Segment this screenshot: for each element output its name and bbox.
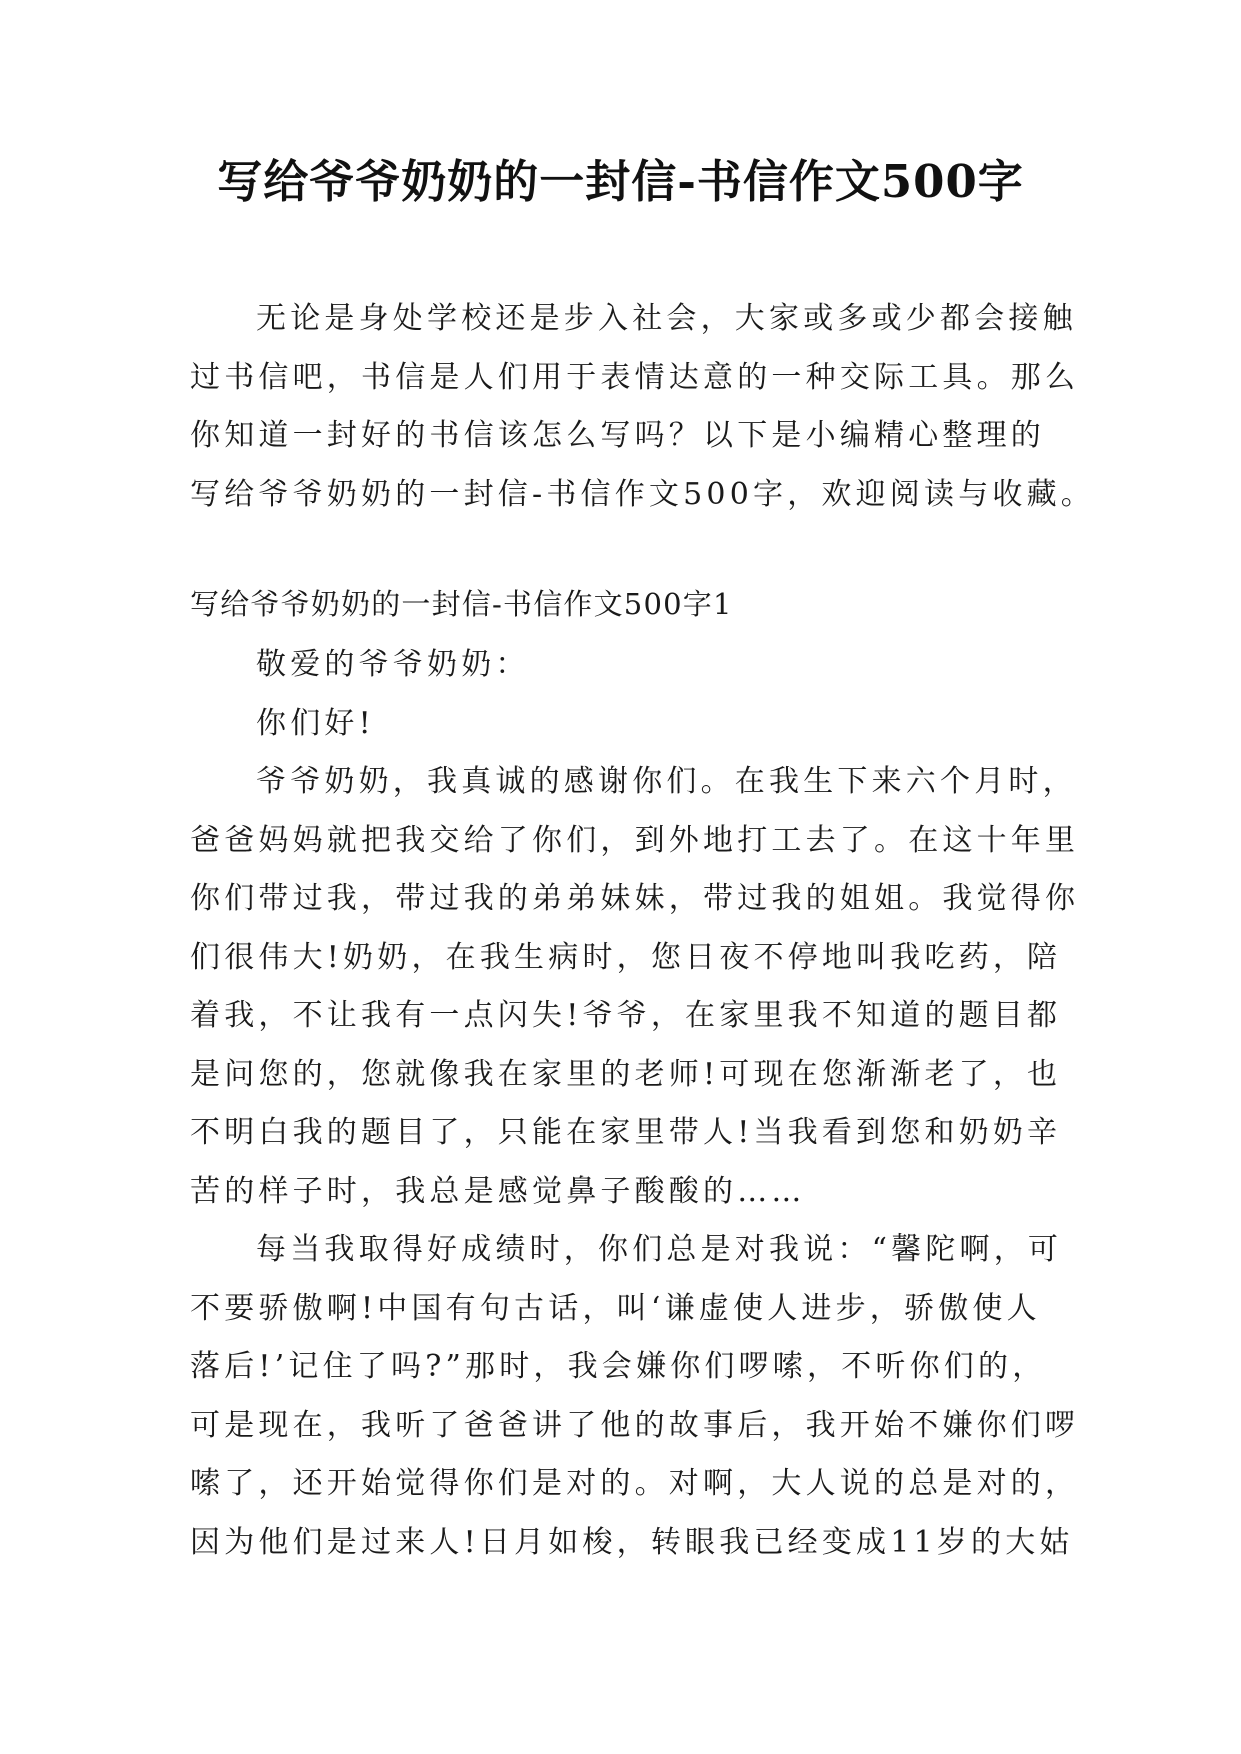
intro-line: 写给爷爷奶奶的一封信-书信作文500字，欢迎阅读与收藏。 <box>190 476 1095 512</box>
letter-body <box>190 636 1080 1572</box>
intro-paragraph <box>190 290 1095 524</box>
letter-salutation: 你们好! <box>256 705 375 741</box>
letter-line: 苦的样子时，我总是感觉鼻子酸酸的…… <box>190 1173 806 1209</box>
letter-line: 们很伟大!奶奶，在我生病时，您日夜不停地叫我吃药，陪 <box>190 939 1062 975</box>
letter-line: 是问您的，您就像我在家里的老师!可现在您渐渐老了，也 <box>190 1056 1062 1092</box>
letter-line: 不明白我的题目了，只能在家里带人!当我看到您和奶奶辛 <box>190 1115 1062 1150</box>
letter-line: 你们带过我，带过我的弟弟妹妹，带过我的姐姐。我觉得你 <box>190 881 1080 916</box>
intro-line: 过书信吧，书信是人们用于表情达意的一种交际工具。那么 <box>190 359 1080 395</box>
section-heading: 写给爷爷奶奶的一封信-书信作文500字1 <box>190 587 733 621</box>
letter-line: 可是现在，我听了爸爸讲了他的故事后，我开始不嫌你们啰 <box>190 1407 1080 1443</box>
letter-line: 爸爸妈妈就把我交给了你们，到外地打工去了。在这十年里 <box>190 822 1080 858</box>
letter-line: 爷爷奶奶，我真诚的感谢你们。在我生下来六个月时， <box>256 764 1077 799</box>
letter-line: 嗦了，还开始觉得你们是对的。对啊，大人说的总是对的， <box>190 1466 1080 1501</box>
letter-line: 因为他们是过来人!日月如梭，转眼我已经变成11岁的大姑 <box>190 1524 1074 1560</box>
letter-line: 着我，不让我有一点闪失!爷爷，在家里我不知道的题目都 <box>190 998 1062 1033</box>
letter-line: 落后!’记住了吗?”那时，我会嫌你们啰嗦，不听你们的， <box>190 1349 1047 1384</box>
letter-line: 不要骄傲啊!中国有句古话，叫‘谦虚使人进步，骄傲使人 <box>190 1290 1041 1326</box>
intro-line: 无论是身处学校还是步入社会，大家或多或少都会接触 <box>256 301 1077 336</box>
document-title: 写给爷爷奶奶的一封信-书信作文500字 <box>217 155 1024 208</box>
letter-line: 每当我取得好成绩时，你们总是对我说：“馨陀啊，可 <box>256 1232 1063 1267</box>
intro-line: 你知道一封好的书信该怎么写吗？以下是小编精心整理的 <box>190 418 1045 453</box>
letter-greeting: 敬爱的爷爷奶奶： <box>256 647 530 682</box>
